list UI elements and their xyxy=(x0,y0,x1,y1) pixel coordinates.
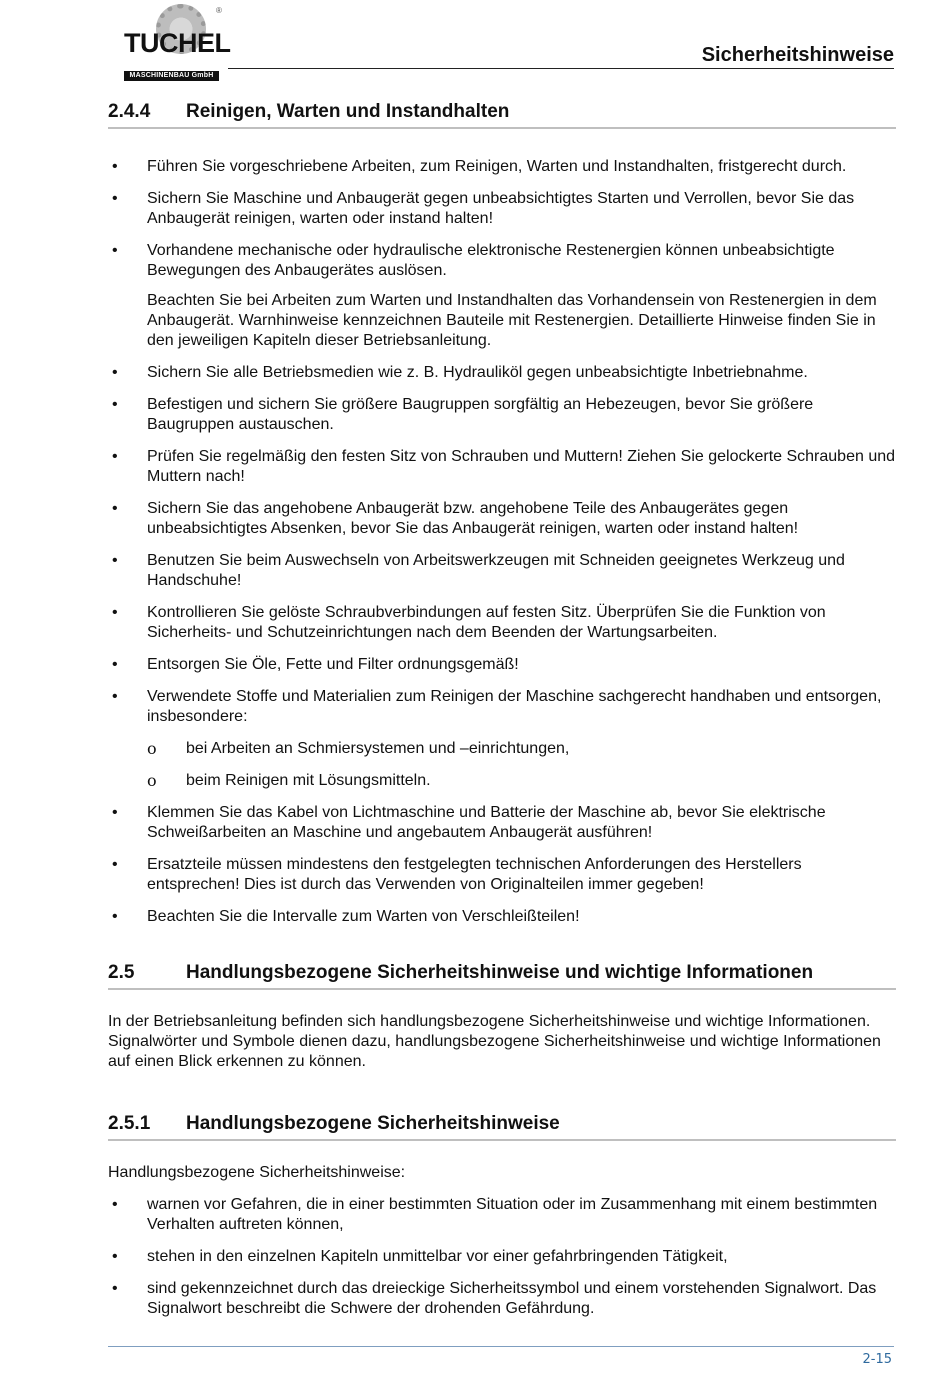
list-item-text: Beachten Sie die Intervalle zum Warten von Verschleißteilen! xyxy=(147,908,580,925)
bullet-icon: • xyxy=(112,604,118,621)
list-item xyxy=(108,499,896,539)
list-item-text: stehen in den einzelnen Kapiteln unmittelbar vor einer gefahrbringenden Tätigkeit, xyxy=(147,1248,728,1265)
list-item xyxy=(108,603,896,643)
maintenance-list xyxy=(108,157,896,927)
bullet-icon: • xyxy=(112,688,118,705)
list-item xyxy=(108,1195,896,1235)
logo-wordmark: TUCHEL xyxy=(124,28,231,58)
list-item xyxy=(108,687,896,791)
list-item xyxy=(108,189,896,229)
list-item xyxy=(108,907,896,927)
bullet-icon: • xyxy=(112,1280,118,1297)
list-item-text: Sichern Sie das angehobene Anbaugerät bzw. angehobene Teile des Anbaugerätes gegen unbeabsichtigtes Absenken, bevor Sie das Anbaugerät reinigen, warten oder instand halten! xyxy=(147,500,799,537)
list-item xyxy=(108,803,896,843)
section-title: Reinigen, Warten und Instandhalten xyxy=(186,101,510,122)
section-title: Handlungsbezogene Sicherheitshinweise xyxy=(186,1113,560,1134)
list-item xyxy=(108,395,896,435)
header-title: Sicherheitshinweise xyxy=(701,44,894,66)
section-number: 2.5 xyxy=(108,962,135,983)
page-content xyxy=(108,100,896,1331)
bullet-icon: • xyxy=(112,190,118,207)
list-item-text: Entsorgen Sie Öle, Fette und Filter ordnungsgemäß! xyxy=(147,656,519,673)
list-item-text: Klemmen Sie das Kabel von Lichtmaschine und Batterie der Maschine ab, bevor Sie elektrische Schweißarbeiten an Maschine und angebautem Anbaugerät ausführen! xyxy=(147,804,826,841)
bullet-icon: • xyxy=(112,804,118,821)
sub-list-item-text: bei Arbeiten an Schmiersystemen und –einrichtungen, xyxy=(186,740,570,757)
list-item xyxy=(108,1247,896,1267)
list-item xyxy=(108,241,896,351)
bullet-icon: • xyxy=(112,448,118,465)
list-item-text: Befestigen und sichern Sie größere Baugruppen sorgfältig an Hebezeugen, bevor Sie größere Baugruppen austauschen. xyxy=(147,396,814,433)
list-item xyxy=(108,551,896,591)
list-item-text: Sichern Sie Maschine und Anbaugerät gegen unbeabsichtigtes Starten und Verrollen, bevor Sie das Anbaugerät reinigen, warten oder instand halten! xyxy=(147,190,855,227)
list-item-text: Prüfen Sie regelmäßig den festen Sitz von Schrauben und Muttern! Ziehen Sie gelockerte Schrauben und Muttern nach! xyxy=(147,448,896,485)
registered-mark: ® xyxy=(216,6,222,15)
bullet-icon: • xyxy=(112,242,118,259)
list-item-text: Kontrollieren Sie gelöste Schraubverbindungen auf festen Sitz. Überprüfen Sie die Funktion von Sicherheits- und Schutzeinrichtungen nach dem Beenden der Wartungsarbeiten. xyxy=(147,604,826,641)
header-divider xyxy=(228,68,894,69)
section-number: 2.5.1 xyxy=(108,1113,151,1134)
sub-list-item xyxy=(147,739,896,759)
sub-list xyxy=(147,739,896,791)
circle-bullet-icon: ο xyxy=(147,771,157,790)
list-item-text: Verwendete Stoffe und Materialien zum Reinigen der Maschine sachgerecht handhaben und entsorgen, insbesondere: xyxy=(147,688,882,725)
list-item xyxy=(108,855,896,895)
list-item xyxy=(108,447,896,487)
bullet-icon: • xyxy=(112,158,118,175)
page-number: 2-15 xyxy=(862,1352,892,1367)
bullet-icon: • xyxy=(112,856,118,873)
section-title: Handlungsbezogene Sicherheitshinweise und wichtige Informationen xyxy=(186,962,814,983)
list-item-text: warnen vor Gefahren, die in einer bestimmten Situation oder im Zusammenhang mit einem bestimmten Verhalten auftreten können, xyxy=(147,1196,878,1233)
section-paragraph: In der Betriebsanleitung befinden sich handlungsbezogene Sicherheitshinweise und wichtige Informationen. Signalwörter und Symbole dienen dazu, handlungsbezogene Sicherheitshinweise und wichtige Informationen auf einen Blick erkennen zu können. xyxy=(108,1013,881,1070)
bullet-icon: • xyxy=(112,908,118,925)
sub-list-item xyxy=(147,771,896,791)
footer-divider xyxy=(108,1346,894,1347)
list-item-text: sind gekennzeichnet durch das dreieckige Sicherheitssymbol und einem vorstehenden Signalwort. Das Signalwort beschreibt die Schwere der drohenden Gefährdung. xyxy=(147,1280,877,1317)
bullet-icon: • xyxy=(112,552,118,569)
section-heading-2-4-4 xyxy=(108,100,896,129)
list-item xyxy=(108,1279,896,1319)
sub-list-item-text: beim Reinigen mit Lösungsmitteln. xyxy=(186,772,431,789)
list-item-text: Ersatzteile müssen mindestens den festgelegten technischen Anforderungen des Herstellers entsprechen! Dies ist durch das Verwenden von Originalteilen immer gegeben! xyxy=(147,856,802,893)
circle-bullet-icon: ο xyxy=(147,739,157,758)
list-item-text: Sichern Sie alle Betriebsmedien wie z. B. Hydrauliköl gegen unbeabsichtigte Inbetriebnahme. xyxy=(147,364,808,381)
bullet-icon: • xyxy=(112,364,118,381)
company-logo xyxy=(120,4,231,79)
logo-subtitle: MASCHINENBAU GmbH xyxy=(124,71,219,81)
bullet-icon: • xyxy=(112,1196,118,1213)
list-item xyxy=(108,655,896,675)
list-item xyxy=(108,363,896,383)
bullet-icon: • xyxy=(112,1248,118,1265)
bullet-icon: • xyxy=(112,500,118,517)
section-heading-2-5-1 xyxy=(108,1112,896,1141)
list-item-text: Vorhandene mechanische oder hydraulische elektronische Restenergien können unbeabsichtigte Bewegungen des Anbaugerätes auslösen. xyxy=(147,242,835,279)
section-intro: Handlungsbezogene Sicherheitshinweise: xyxy=(108,1164,406,1181)
list-item xyxy=(108,157,896,177)
list-item-text: Benutzen Sie beim Auswechseln von Arbeitswerkzeugen mit Schneiden geeignetes Werkzeug und Handschuhe! xyxy=(147,552,845,589)
list-item-continuation: Beachten Sie bei Arbeiten zum Warten und Instandhalten das Vorhandensein von Restenergien in dem Anbaugerät. Warnhinweise kennzeichnen Bauteile mit Restenergien. Detaillierte Hinweise finden Sie in den jeweiligen Kapiteln dieser Betriebsanleitung. xyxy=(147,292,877,349)
safety-notice-list xyxy=(108,1195,896,1319)
bullet-icon: • xyxy=(112,396,118,413)
list-item-text: Führen Sie vorgeschriebene Arbeiten, zum Reinigen, Warten und Instandhalten, fristgerecht durch. xyxy=(147,158,847,175)
bullet-icon: • xyxy=(112,656,118,673)
section-heading-2-5 xyxy=(108,961,896,990)
section-number: 2.4.4 xyxy=(108,101,151,122)
